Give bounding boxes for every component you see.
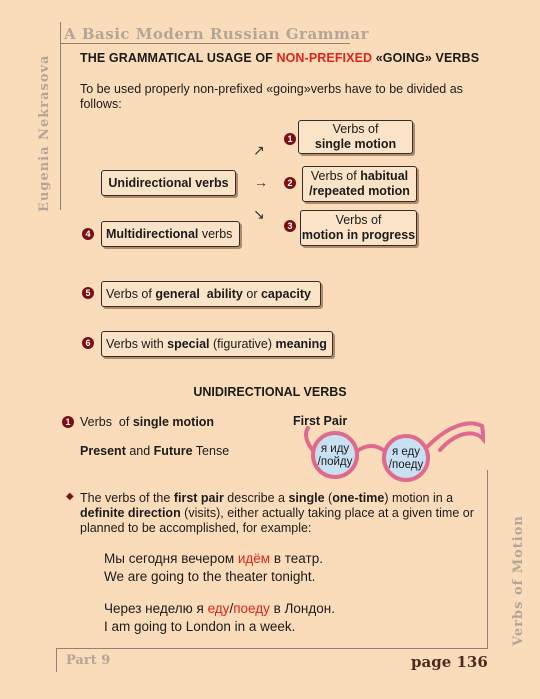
- bullet-b3: one-time: [332, 491, 385, 505]
- right-lens-text: [385, 446, 427, 472]
- example-2-verb-2: поеду: [233, 601, 270, 616]
- first-pair-text: First Pair: [293, 414, 348, 428]
- progress-motion-box: [300, 210, 417, 246]
- right-lens-line2: /поеду: [388, 459, 424, 471]
- general-t3: or: [242, 286, 261, 301]
- left-lens-text: [314, 443, 356, 469]
- example-2-pre: Через неделю я: [104, 601, 208, 616]
- part-label: Part 9: [66, 653, 111, 668]
- chapter-name: Verbs of Motion: [511, 515, 526, 646]
- arrow-up-right: ↗: [253, 142, 265, 158]
- example-1-post: в театр.: [270, 551, 323, 566]
- frame-bottom-left-rule: [56, 648, 57, 672]
- section-item-plain: Verbs of: [80, 415, 133, 429]
- right-lens-line1: я еду: [391, 446, 421, 458]
- general-b2: ability: [206, 286, 243, 301]
- special-meaning-box: [101, 331, 333, 357]
- example-1-verb: идём: [237, 551, 271, 566]
- tense-word: Tense: [192, 444, 230, 458]
- frame-right-rule: [487, 470, 488, 648]
- special-t2: (figurative): [209, 336, 276, 351]
- number-6-icon: 6: [82, 337, 94, 349]
- arrow-down-right: ↘: [253, 206, 265, 222]
- left-lens-line1: я иду: [320, 443, 350, 455]
- example-2-post: в Лондон.: [269, 601, 335, 616]
- general-t1: Verbs of: [106, 286, 156, 301]
- single-motion-line2: single motion: [314, 137, 397, 151]
- frame-left-rule: [60, 22, 61, 210]
- multidirectional-box: [101, 221, 240, 247]
- number-1-icon: 1: [284, 133, 296, 145]
- example-1-russian: [104, 550, 323, 568]
- multidirectional-bold: Multidirectional: [106, 226, 199, 241]
- bullet-t4: ) motion in a: [384, 491, 454, 505]
- bullet-b2: single: [288, 491, 325, 505]
- book-title: A Basic Modern Russian Grammar: [64, 25, 370, 43]
- author-name: Eugenia Nekrasova: [37, 54, 52, 212]
- general-b3: capacity: [260, 286, 311, 301]
- bullet-b1: first pair: [173, 491, 224, 505]
- title-highlight: NON-PREFIXED: [276, 51, 373, 65]
- general-t2: [200, 287, 207, 301]
- section-item-bold: single motion: [132, 415, 215, 429]
- special-b2: meaning: [275, 336, 327, 351]
- general-ability-box: [101, 281, 321, 307]
- bullet-t1: The verbs of the: [80, 491, 174, 505]
- tense-label: [80, 444, 229, 458]
- example-1-pre: Мы сегодня вечером: [104, 551, 238, 566]
- number-4-icon: 4: [82, 228, 94, 240]
- example-2-slash: /: [229, 601, 234, 616]
- left-lens-line2: /пойду: [317, 456, 353, 468]
- frame-bottom-rule: [56, 648, 488, 649]
- multidirectional-plain: verbs: [198, 226, 233, 241]
- arrow-right: →: [254, 174, 268, 190]
- habitual-line2: /repeated motion: [309, 184, 410, 198]
- progress-line1: Verbs of: [335, 213, 382, 227]
- example-1-translation: We are going to the theater tonight.: [104, 569, 316, 584]
- habitual-line1-plain: Verbs of: [310, 169, 361, 183]
- bullet-t3: (: [324, 491, 333, 505]
- unidirectional-bold: Unidirectional verbs: [108, 175, 229, 190]
- page-number: page 136: [411, 653, 488, 671]
- example-2-translation: I am going to London in a week.: [104, 619, 296, 634]
- example-2-russian: [104, 600, 335, 618]
- frame-top-rule: [60, 43, 350, 44]
- tense-present: Present: [80, 444, 126, 458]
- number-2-icon: 2: [284, 177, 296, 189]
- bullet-b4: definite direction: [80, 506, 181, 520]
- general-b1: general: [155, 286, 200, 301]
- bullet-t5: (visits), either actually taking place at a given time or planned to be accomplished, for example:: [80, 506, 474, 535]
- section-heading: UNIDIRECTIONAL VERBS: [193, 385, 347, 399]
- section-item-label: [80, 415, 214, 429]
- special-t1: Verbs with: [106, 336, 168, 351]
- page-title: [80, 51, 479, 65]
- number-3-icon: 3: [284, 220, 296, 232]
- habitual-motion-box: [302, 166, 417, 202]
- tense-future: Future: [153, 444, 193, 458]
- tense-and: and: [125, 444, 154, 458]
- bullet-diamond-icon: ◆: [66, 491, 74, 502]
- unidirectional-box: [101, 170, 236, 196]
- intro-text: To be used properly non-prefixed «going»verbs have to be divided as follows:: [80, 82, 463, 111]
- single-motion-line1: Verbs of: [332, 122, 379, 136]
- title-before: THE GRAMMATICAL USAGE OF: [80, 51, 277, 65]
- bullet-paragraph: [80, 491, 485, 536]
- single-motion-box: [298, 120, 413, 154]
- bullet-t2: describe a: [223, 491, 289, 505]
- habitual-line1-bold: habitual: [360, 169, 409, 183]
- progress-line2: motion in progress: [301, 228, 416, 242]
- number-5-icon: 5: [82, 287, 94, 299]
- title-after: «GOING» VERBS: [372, 51, 480, 65]
- section-number-1-icon: 1: [62, 416, 74, 428]
- example-2-verb: еду: [207, 601, 230, 616]
- special-b1: special: [167, 336, 210, 351]
